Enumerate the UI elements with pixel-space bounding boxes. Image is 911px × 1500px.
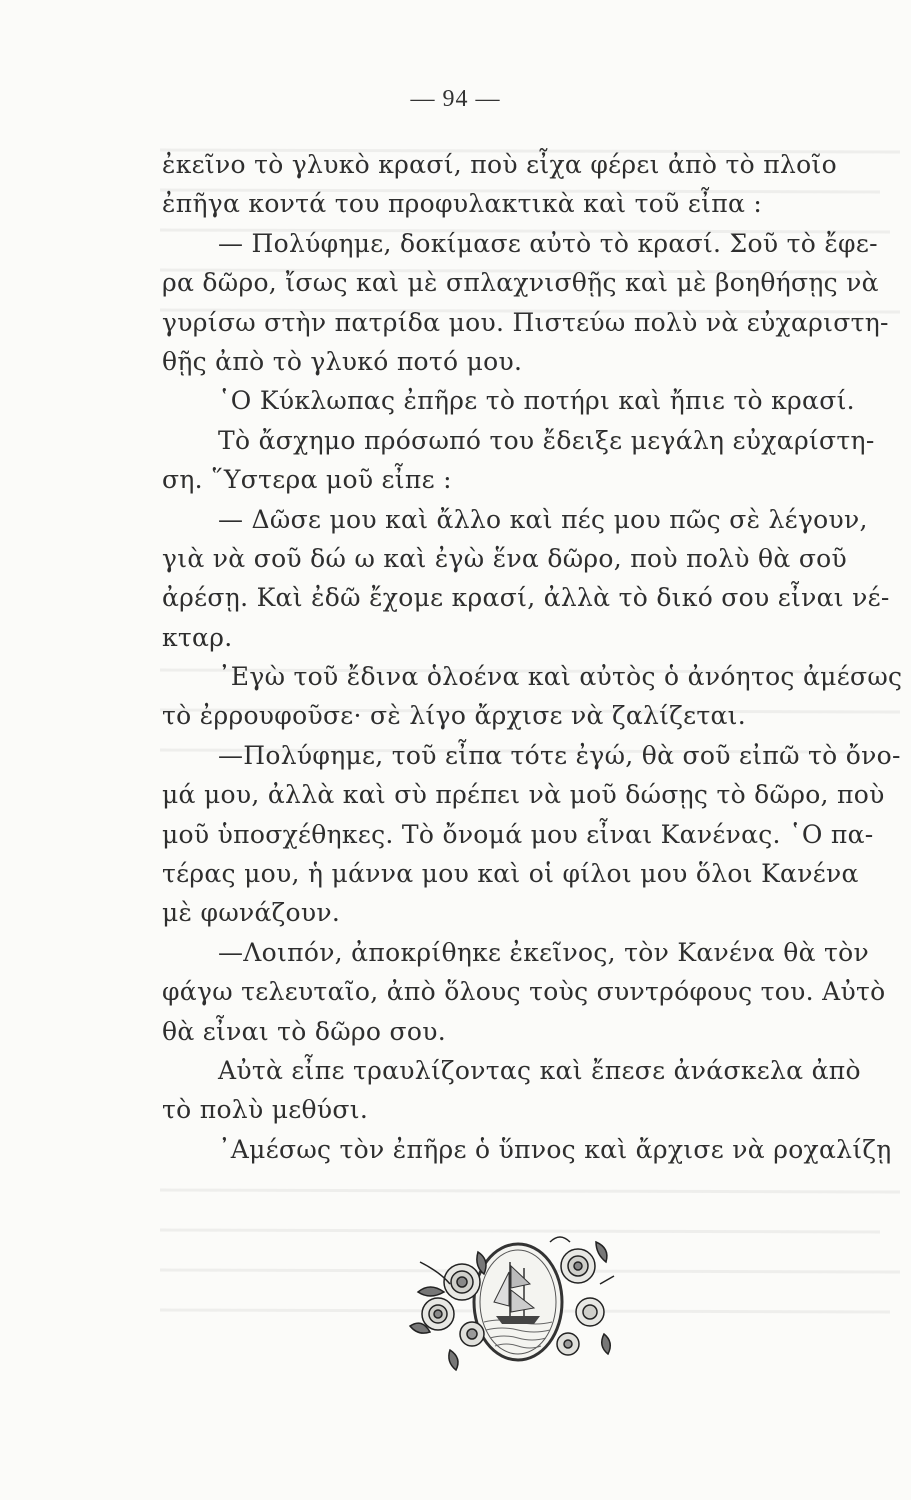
body-text xyxy=(162,145,911,1169)
text-line: ἀρέσῃ. Καὶ ἐδῶ ἔχομε κρασί, ἀλλὰ τὸ δικό σου εἶναι νέ- xyxy=(162,583,890,613)
text-line: ἐπῆγα κοντά του προφυλακτικὰ καὶ τοῦ εἶπα : xyxy=(162,189,763,219)
text-line: φάγω τελευταῖο, ἀπὸ ὅλους τοὺς συντρόφους του. Αὐτὸ xyxy=(162,977,886,1007)
text-line: ἐκεῖνο τὸ γλυκὸ κρασί, ποὺ εἶχα φέρει ἀπὸ τὸ πλοῖο xyxy=(162,150,837,179)
text-line: γυρίσω στὴν πατρίδα μου. Πιστεύω πολὺ νὰ εὐχαριστη- xyxy=(162,307,889,337)
text-line: κταρ. xyxy=(162,622,233,652)
text-line: μοῦ ὑποσχέθηκες. Τὸ ὄνομά μου εἶναι Κανένας. ῾Ο πα- xyxy=(162,819,874,849)
text-line: ση. ῞Υστερα μοῦ εἶπε : xyxy=(162,465,452,495)
text-line: τὸ ἐρρουφοῦσε· σὲ λίγο ἄρχισε νὰ ζαλίζεται. xyxy=(162,701,747,731)
floral-ship-vignette-icon xyxy=(400,1222,620,1387)
text-line: ῾Ο Κύκλωπας ἐπῆρε τὸ ποτήρι καὶ ἤπιε τὸ κρασί. xyxy=(218,386,855,416)
text-line: θῇς ἀπὸ τὸ γλυκό ποτό μου. xyxy=(162,346,523,376)
text-line: —Λοιπόν, ἀποκρίθηκε ἐκεῖνος, τὸν Κανένα θὰ τὸν xyxy=(218,937,869,967)
text-line: Αὐτὰ εἶπε τραυλίζοντας καὶ ἔπεσε ἀνάσκελα ἀπὸ xyxy=(218,1055,861,1085)
text-line: τέρας μου, ἡ μάννα μου καὶ οἱ φίλοι μου ὅλοι Κανένα xyxy=(162,859,859,889)
text-line: ᾿Εγὼ τοῦ ἔδινα ὁλοένα καὶ αὐτὸς ὁ ἀνόητος ἀμέσως xyxy=(218,662,903,692)
text-line: μά μου, ἀλλὰ καὶ σὺ πρέπει νὰ μοῦ δώσῃς τὸ δῶρο, ποὺ xyxy=(162,780,885,810)
text-line: γιὰ νὰ σοῦ δώ ω καὶ ἐγὼ ἕνα δῶρο, ποὺ πολὺ θὰ σοῦ xyxy=(162,543,848,573)
text-line: — Δῶσε μου καὶ ἄλλο καὶ πές μου πῶς σὲ λέγουν, xyxy=(218,504,868,534)
page-number: — 94 — xyxy=(410,86,501,112)
text-line: θὰ εἶναι τὸ δῶρο σου. xyxy=(162,1016,446,1046)
text-line: ᾿Αμέσως τὸν ἐπῆρε ὁ ὕπνος καὶ ἄρχισε νὰ ροχαλίζῃ xyxy=(218,1134,892,1164)
text-line: τὸ πολὺ μεθύσι. xyxy=(162,1095,369,1125)
text-line: —Πολύφημε, τοῦ εἶπα τότε ἐγώ, θὰ σοῦ εἰπῶ τὸ ὄνο- xyxy=(218,740,901,770)
text-line: ρα δῶρο, ἴσως καὶ μὲ σπλαχνισθῇς καὶ μὲ βοηθήσῃς νὰ xyxy=(162,268,879,298)
text-line: — Πολύφημε, δοκίμασε αὐτὸ τὸ κρασί. Σοῦ τὸ ἔφε- xyxy=(218,228,878,258)
text-line: μὲ φωνάζουν. xyxy=(162,898,341,928)
text-line: Τὸ ἄσχημο πρόσωπό του ἔδειξε μεγάλη εὐχαρίστη- xyxy=(218,425,875,455)
